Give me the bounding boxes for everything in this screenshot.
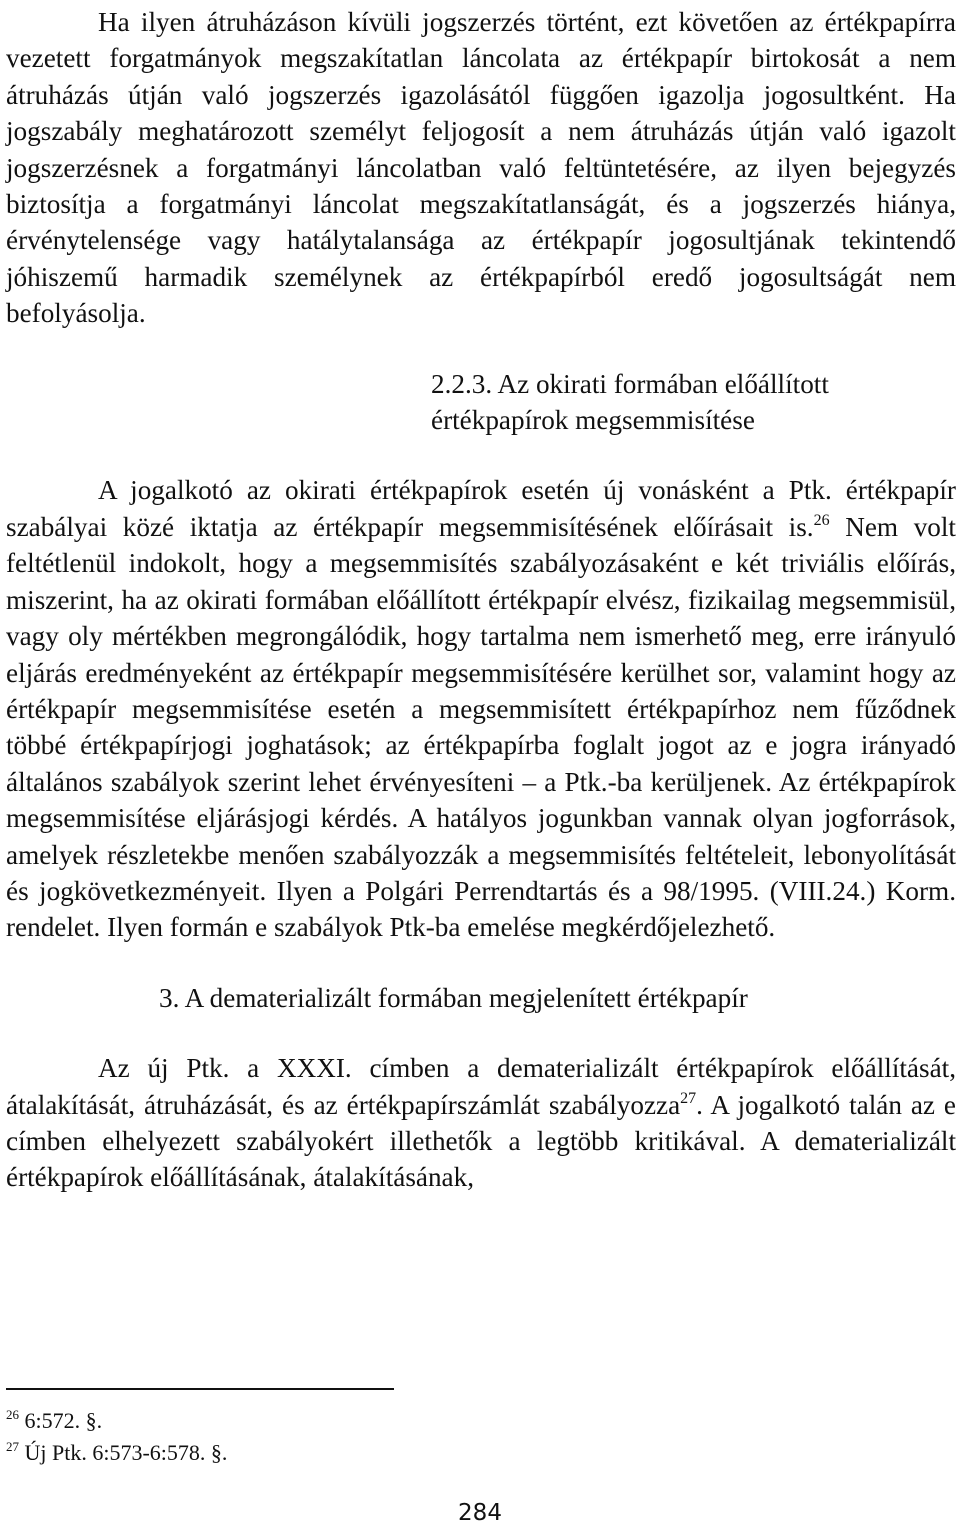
- paragraph-text: . A jogalkotó talán az e címben elhelyezett szabályokért illethetők a legtöbb kritikával. A dematerializált értékpapírok előállításának, átalakításának,: [6, 1089, 956, 1193]
- paragraph-text: Az új Ptk. a XXXI. címben a dematerializált értékpapírok előállítását, átalakítását, átruházását, és az értékpapírszámlát szabályozza: [6, 1053, 956, 1120]
- footnote-27: [6, 1440, 227, 1466]
- document-page: [6, 4, 956, 1196]
- footnote-separator: [6, 1388, 394, 1390]
- body-paragraph: [6, 472, 956, 945]
- page-number: 284: [458, 1500, 502, 1526]
- footnote-text: Új Ptk. 6:573-6:578. §.: [24, 1440, 228, 1465]
- footnote-26: [6, 1408, 102, 1434]
- section-heading: 3. A dematerializált formában megjelenített értékpapír: [159, 982, 748, 1013]
- footnote-number: 26: [6, 1407, 19, 1422]
- footnote-reference[interactable]: 27: [680, 1089, 697, 1107]
- body-paragraph: [6, 1050, 956, 1196]
- paragraph-text: Nem volt feltétlenül indokolt, hogy a megsemmisítés szabályozásaként e két triviális előírás, miszerint, ha az okirati formában előállított értékpapír elvész, fizikailag megsemmisül, vagy oly mértékben megrongálódik, hogy tartalma nem ismerhető meg, erre irányuló eljárás eredményeként az értékpapír megsemmisítésére kerülhet sor, valamint hogy az értékpapír megsemmisítése esetén a megsemmisített értékpapírhoz nem fűződnek többé értékpapírjogi joghatások; az értékpapírba foglalt jogot az e jogra irányadó általános szabályok szerint lehet érvényesíteni – a Ptk.-ba kerüljenek. Az értékpapírok megsemmisítése eljárásjogi kérdés. A hatályos jogunkban vannak olyan jogforrások, amelyek részletekbe menően szabályozzák a megsemmisítés feltételeit, lebonyolítását és jogkövetkezményeit. Ilyen a Polgári Perrendtartás és a 98/1995. (VIII.24.) Korm. rendelet. Ilyen formán e szabályok Ptk-ba emelése megkérdőjelezhető.: [6, 511, 956, 943]
- footnote-text: 6:572. §.: [24, 1408, 103, 1433]
- paragraph-text: A jogalkotó az okirati értékpapírok esetén új vonásként a Ptk. értékpapír szabályai közé iktatja az értékpapír megsemmisítésének előírásait is.: [6, 475, 956, 542]
- footnote-number: 27: [6, 1439, 19, 1454]
- section-heading: 2.2.3. Az okirati formában előállított értékpapírok megsemmisítése: [431, 368, 829, 436]
- footnote-reference[interactable]: 26: [813, 511, 830, 529]
- body-paragraph: Ha ilyen átruházáson kívüli jogszerzés történt, ezt követően az értékpapírra vezetett forgatmányok megszakítatlan láncolata az értékpapír birtokosát a nem átruházás útján való jogszerzés igazolásától függően igazolja jogosultként. Ha jogszabály meghatározott személyt feljogosít a nem átruházás útján való igazolt jogszerzésnek a forgatmányi láncolatban való feltüntetésére, az ilyen bejegyzés biztosítja a forgatmányi láncolat megszakítatlanságát, és a jogszerzés hiánya, érvénytelensége vagy hatálytalansága az értékpapír jogosultjának tekintendő jóhiszemű harmadik személynek az értékpapírból eredő jogosultságát nem befolyásolja.: [6, 7, 956, 329]
